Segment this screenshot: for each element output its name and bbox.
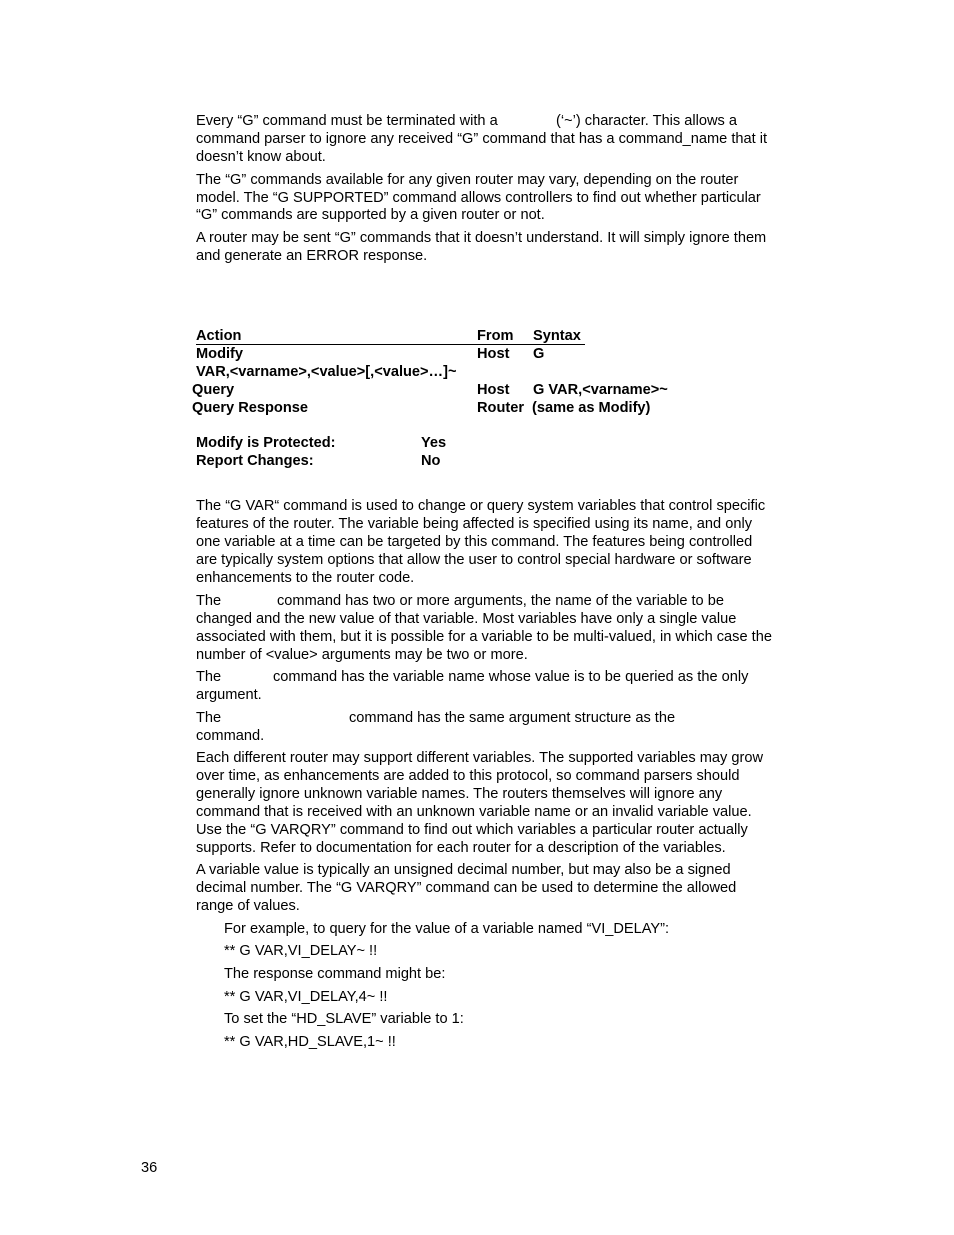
text-line: doesn’t know about. <box>196 149 326 165</box>
text-line: The <box>196 710 222 726</box>
text-line: argument. <box>196 687 262 703</box>
text-line: command has the same argument structure as the <box>349 710 676 726</box>
page-number: 36 <box>141 1160 158 1176</box>
text-line: associated with them, but it is possible for a variable to be multi-valued, in which case the <box>196 629 772 645</box>
table-header-syntax: Syntax <box>533 328 581 344</box>
text-line: supports. Refer to documentation for each router for a description of the variables. <box>196 840 726 856</box>
table-row-action: Query Response <box>192 400 308 416</box>
text-line: one variable at a time can be targeted by this command. The features being controlled <box>196 534 753 550</box>
text-line: range of values. <box>196 898 300 914</box>
table-row-syntax-cont: VAR,<varname>,<value>[,<value>…]~ <box>196 364 457 380</box>
text-line: Use the “G VARQRY” command to find out which variables a particular router actually <box>196 822 748 838</box>
text-line: command has the variable name whose value is to be queried as the only <box>273 669 749 685</box>
text-line: The “G VAR“ command is used to change or query system variables that control specific <box>196 498 766 514</box>
table-header-from: From <box>477 328 514 344</box>
table-row-syntax: G <box>533 346 545 362</box>
text-line: number of <value> arguments may be two or more. <box>196 647 528 663</box>
text-line: “G” commands are supported by a given router or not. <box>196 207 545 223</box>
example-code: ** G VAR,VI_DELAY,4~ !! <box>224 989 388 1005</box>
text-line: command. <box>196 728 265 744</box>
text-line: The <box>196 669 222 685</box>
prop-label-report: Report Changes: <box>196 453 314 469</box>
table-row-syntax: (same as Modify) <box>532 400 651 416</box>
text-line: Each different router may support different variables. The supported variables may grow <box>196 750 764 766</box>
example-text: For example, to query for the value of a variable named “VI_DELAY”: <box>224 921 670 937</box>
table-row-syntax: G VAR,<varname>~ <box>533 382 668 398</box>
example-code: ** G VAR,VI_DELAY~ !! <box>224 943 378 959</box>
text-line: Every “G” command must be terminated with a <box>196 113 498 129</box>
text-line: command that is received with an unknown variable name or an invalid variable value. <box>196 804 752 820</box>
text-line: command has two or more arguments, the name of the variable to be <box>277 593 724 609</box>
prop-value-protected: Yes <box>421 435 447 451</box>
table-row-from: Host <box>477 346 510 362</box>
example-code: ** G VAR,HD_SLAVE,1~ !! <box>224 1034 396 1050</box>
text-line: command parser to ignore any received “G” command that has a command_name that it <box>196 131 768 147</box>
text-line: decimal number. The “G VARQRY” command can be used to determine the allowed <box>196 880 737 896</box>
example-text: The response command might be: <box>224 966 446 982</box>
table-row-from: Host <box>477 382 510 398</box>
text-line: features of the router. The variable being affected is specified using its name, and only <box>196 516 752 532</box>
prop-value-report: No <box>421 453 441 469</box>
text-line: changed and the new value of that variable. Most variables have only a single value <box>196 611 737 627</box>
prop-label-protected: Modify is Protected: <box>196 435 336 451</box>
text-line: model. The “G SUPPORTED” command allows controllers to find out whether particular <box>196 190 761 206</box>
text-line: A router may be sent “G” commands that it doesn’t understand. It will simply ignore them <box>196 230 767 246</box>
text-line: (‘~’) character. This allows a <box>556 113 738 129</box>
table-row-action: Query <box>192 382 235 398</box>
table-header-action: Action <box>196 328 242 344</box>
text-line: over time, as enhancements are added to this protocol, so command parsers should <box>196 768 740 784</box>
text-line: The <box>196 593 222 609</box>
text-line: are typically system options that allow the user to control special hardware or software <box>196 552 752 568</box>
text-line: A variable value is typically an unsigned decimal number, but may also be a signed <box>196 862 731 878</box>
text-line: The “G” commands available for any given router may vary, depending on the router <box>196 172 739 188</box>
text-line: generally ignore unknown variable names. The routers themselves will ignore any <box>196 786 723 802</box>
text-line: and generate an ERROR response. <box>196 248 428 264</box>
table-row-from: Router <box>477 400 525 416</box>
table-row-action: Modify <box>196 346 244 362</box>
example-text: To set the “HD_SLAVE” variable to 1: <box>224 1011 464 1027</box>
table-header-rule <box>196 344 585 345</box>
text-line: enhancements to the router code. <box>196 570 415 586</box>
